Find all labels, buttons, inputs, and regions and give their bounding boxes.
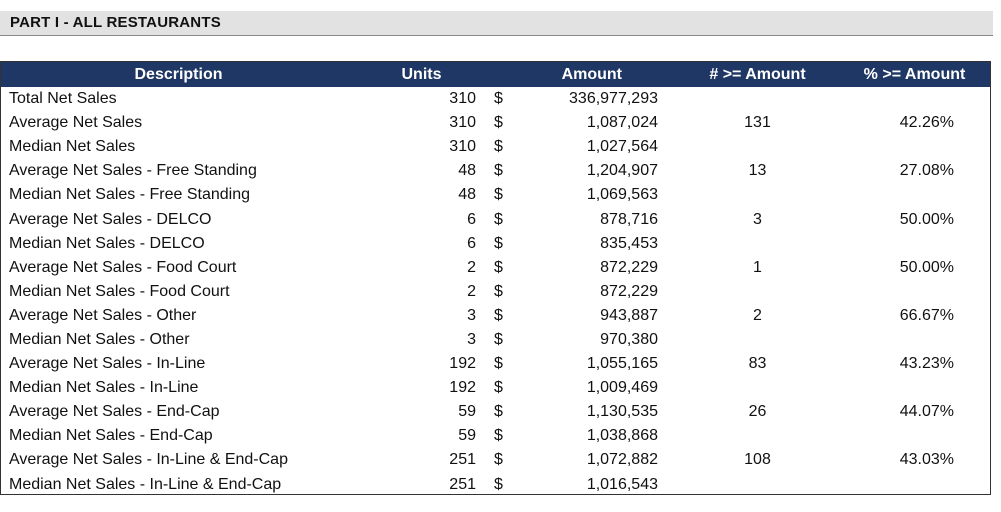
description-cell: Median Net Sales - Other — [9, 330, 190, 348]
pct-ge-amount-cell — [839, 473, 990, 497]
pct-ge-amount-cell — [839, 183, 990, 207]
count-ge-amount-cell — [676, 135, 839, 159]
table-row — [1, 448, 990, 472]
description-cell: Average Net Sales - DELCO — [9, 210, 212, 228]
pct-ge-amount-cell: 50.00% — [899, 258, 954, 276]
units-cell: 2 — [467, 282, 476, 300]
currency-cell: $ — [494, 451, 503, 469]
count-ge-amount-cell: 131 — [744, 114, 771, 132]
amount-cell: 1,055,165 — [586, 355, 658, 373]
pct-ge-amount-cell — [839, 424, 990, 448]
count-ge-amount-cell: 13 — [748, 162, 767, 180]
pct-ge-amount-cell — [839, 87, 990, 111]
units-cell: 3 — [467, 330, 476, 348]
table-body — [1, 87, 990, 497]
count-ge-amount-cell: 108 — [744, 451, 771, 469]
count-ge-amount-cell — [676, 87, 839, 111]
amount-cell: 943,887 — [600, 306, 658, 324]
currency-cell: $ — [494, 162, 503, 180]
amount-cell: 872,229 — [600, 258, 658, 276]
description-cell: Average Net Sales - Free Standing — [9, 162, 257, 180]
currency-cell: $ — [494, 355, 503, 373]
count-ge-amount-cell — [676, 376, 839, 400]
units-cell: 251 — [449, 451, 476, 469]
description-cell: Average Net Sales - In-Line & End-Cap — [9, 451, 288, 469]
count-ge-amount-cell — [676, 232, 839, 256]
pct-ge-amount-cell: 44.07% — [899, 403, 954, 421]
currency-cell: $ — [494, 186, 503, 204]
count-ge-amount-cell: 26 — [748, 403, 767, 421]
count-ge-amount-cell — [676, 280, 839, 304]
table-row — [1, 183, 990, 207]
units-cell: 192 — [449, 379, 476, 397]
header-description: Description — [1, 62, 356, 87]
description-cell: Total Net Sales — [9, 90, 117, 108]
table-row — [1, 400, 990, 424]
amount-cell: 872,229 — [600, 282, 658, 300]
pct-ge-amount-cell — [839, 135, 990, 159]
count-ge-amount-cell: 83 — [748, 355, 767, 373]
pct-ge-amount-cell: 66.67% — [899, 306, 954, 324]
description-cell: Median Net Sales - In-Line & End-Cap — [9, 475, 282, 493]
units-cell: 48 — [458, 186, 476, 204]
description-cell: Average Net Sales — [9, 114, 143, 132]
amount-cell: 1,027,564 — [586, 138, 658, 156]
section-title: PART I - ALL RESTAURANTS — [10, 14, 221, 31]
description-cell: Median Net Sales - Free Standing — [9, 186, 251, 204]
count-ge-amount-cell — [676, 473, 839, 497]
currency-cell: $ — [494, 138, 503, 156]
description-cell: Average Net Sales - Other — [9, 306, 197, 324]
currency-cell: $ — [494, 475, 503, 493]
units-cell: 48 — [458, 162, 476, 180]
header-count-ge-amount: # >= Amount — [676, 62, 839, 87]
table-row — [1, 473, 990, 497]
amount-cell: 970,380 — [600, 330, 658, 348]
currency-cell: $ — [494, 379, 503, 397]
pct-ge-amount-cell — [839, 280, 990, 304]
currency-cell: $ — [494, 210, 503, 228]
pct-ge-amount-cell: 50.00% — [899, 210, 954, 228]
amount-cell: 1,130,535 — [586, 403, 658, 421]
table-row — [1, 256, 990, 280]
count-ge-amount-cell — [676, 183, 839, 207]
description-cell: Median Net Sales - DELCO — [9, 234, 205, 252]
description-cell: Median Net Sales - End-Cap — [9, 427, 213, 445]
currency-cell: $ — [494, 330, 503, 348]
table-row — [1, 280, 990, 304]
header-row — [1, 62, 990, 87]
description-cell: Average Net Sales - In-Line — [9, 355, 206, 373]
table-row — [1, 111, 990, 135]
pct-ge-amount-cell: 27.08% — [899, 162, 954, 180]
table-row — [1, 159, 990, 183]
description-cell: Median Net Sales — [9, 138, 136, 156]
description-cell: Median Net Sales - Food Court — [9, 282, 230, 300]
amount-cell: 1,072,882 — [586, 451, 658, 469]
units-cell: 251 — [449, 475, 476, 493]
units-cell: 6 — [467, 234, 476, 252]
restaurant-sales-table — [0, 61, 991, 495]
table-row — [1, 352, 990, 376]
amount-cell: 1,016,543 — [586, 475, 658, 493]
amount-cell: 1,009,469 — [586, 379, 658, 397]
count-ge-amount-cell — [676, 328, 839, 352]
units-cell: 59 — [458, 427, 476, 445]
units-cell: 310 — [449, 90, 476, 108]
description-cell: Median Net Sales - In-Line — [9, 379, 199, 397]
pct-ge-amount-cell: 43.23% — [899, 355, 954, 373]
currency-cell: $ — [494, 114, 503, 132]
currency-cell: $ — [494, 234, 503, 252]
count-ge-amount-cell: 2 — [753, 306, 762, 324]
amount-cell: 835,453 — [600, 234, 658, 252]
count-ge-amount-cell: 1 — [753, 258, 762, 276]
currency-cell: $ — [494, 90, 503, 108]
units-cell: 310 — [449, 138, 476, 156]
currency-cell: $ — [494, 403, 503, 421]
count-ge-amount-cell: 3 — [753, 210, 762, 228]
table-row — [1, 87, 990, 111]
amount-cell: 1,087,024 — [586, 114, 658, 132]
units-cell: 192 — [449, 355, 476, 373]
header-pct-ge-amount: % >= Amount — [839, 62, 990, 87]
description-cell: Average Net Sales - End-Cap — [9, 403, 220, 421]
units-cell: 6 — [467, 210, 476, 228]
units-cell: 59 — [458, 403, 476, 421]
section-header — [0, 11, 993, 36]
amount-cell: 336,977,293 — [569, 90, 658, 108]
units-cell: 3 — [467, 306, 476, 324]
pct-ge-amount-cell: 43.03% — [899, 451, 954, 469]
data-table — [1, 62, 990, 497]
table-row — [1, 328, 990, 352]
pct-ge-amount-cell — [839, 376, 990, 400]
currency-cell: $ — [494, 282, 503, 300]
table-header — [1, 62, 990, 87]
amount-cell: 1,038,868 — [586, 427, 658, 445]
amount-cell: 878,716 — [600, 210, 658, 228]
header-units: Units — [356, 62, 487, 87]
table-row — [1, 135, 990, 159]
units-cell: 2 — [467, 258, 476, 276]
amount-cell: 1,069,563 — [586, 186, 658, 204]
units-cell: 310 — [449, 114, 476, 132]
currency-cell: $ — [494, 258, 503, 276]
currency-cell: $ — [494, 427, 503, 445]
pct-ge-amount-cell: 42.26% — [899, 114, 954, 132]
table-row — [1, 424, 990, 448]
description-cell: Average Net Sales - Food Court — [9, 258, 237, 276]
table-row — [1, 304, 990, 328]
header-amount: Amount — [487, 62, 676, 87]
table-row — [1, 207, 990, 231]
amount-cell: 1,204,907 — [586, 162, 658, 180]
table-row — [1, 232, 990, 256]
currency-cell: $ — [494, 306, 503, 324]
pct-ge-amount-cell — [839, 328, 990, 352]
pct-ge-amount-cell — [839, 232, 990, 256]
table-row — [1, 376, 990, 400]
count-ge-amount-cell — [676, 424, 839, 448]
